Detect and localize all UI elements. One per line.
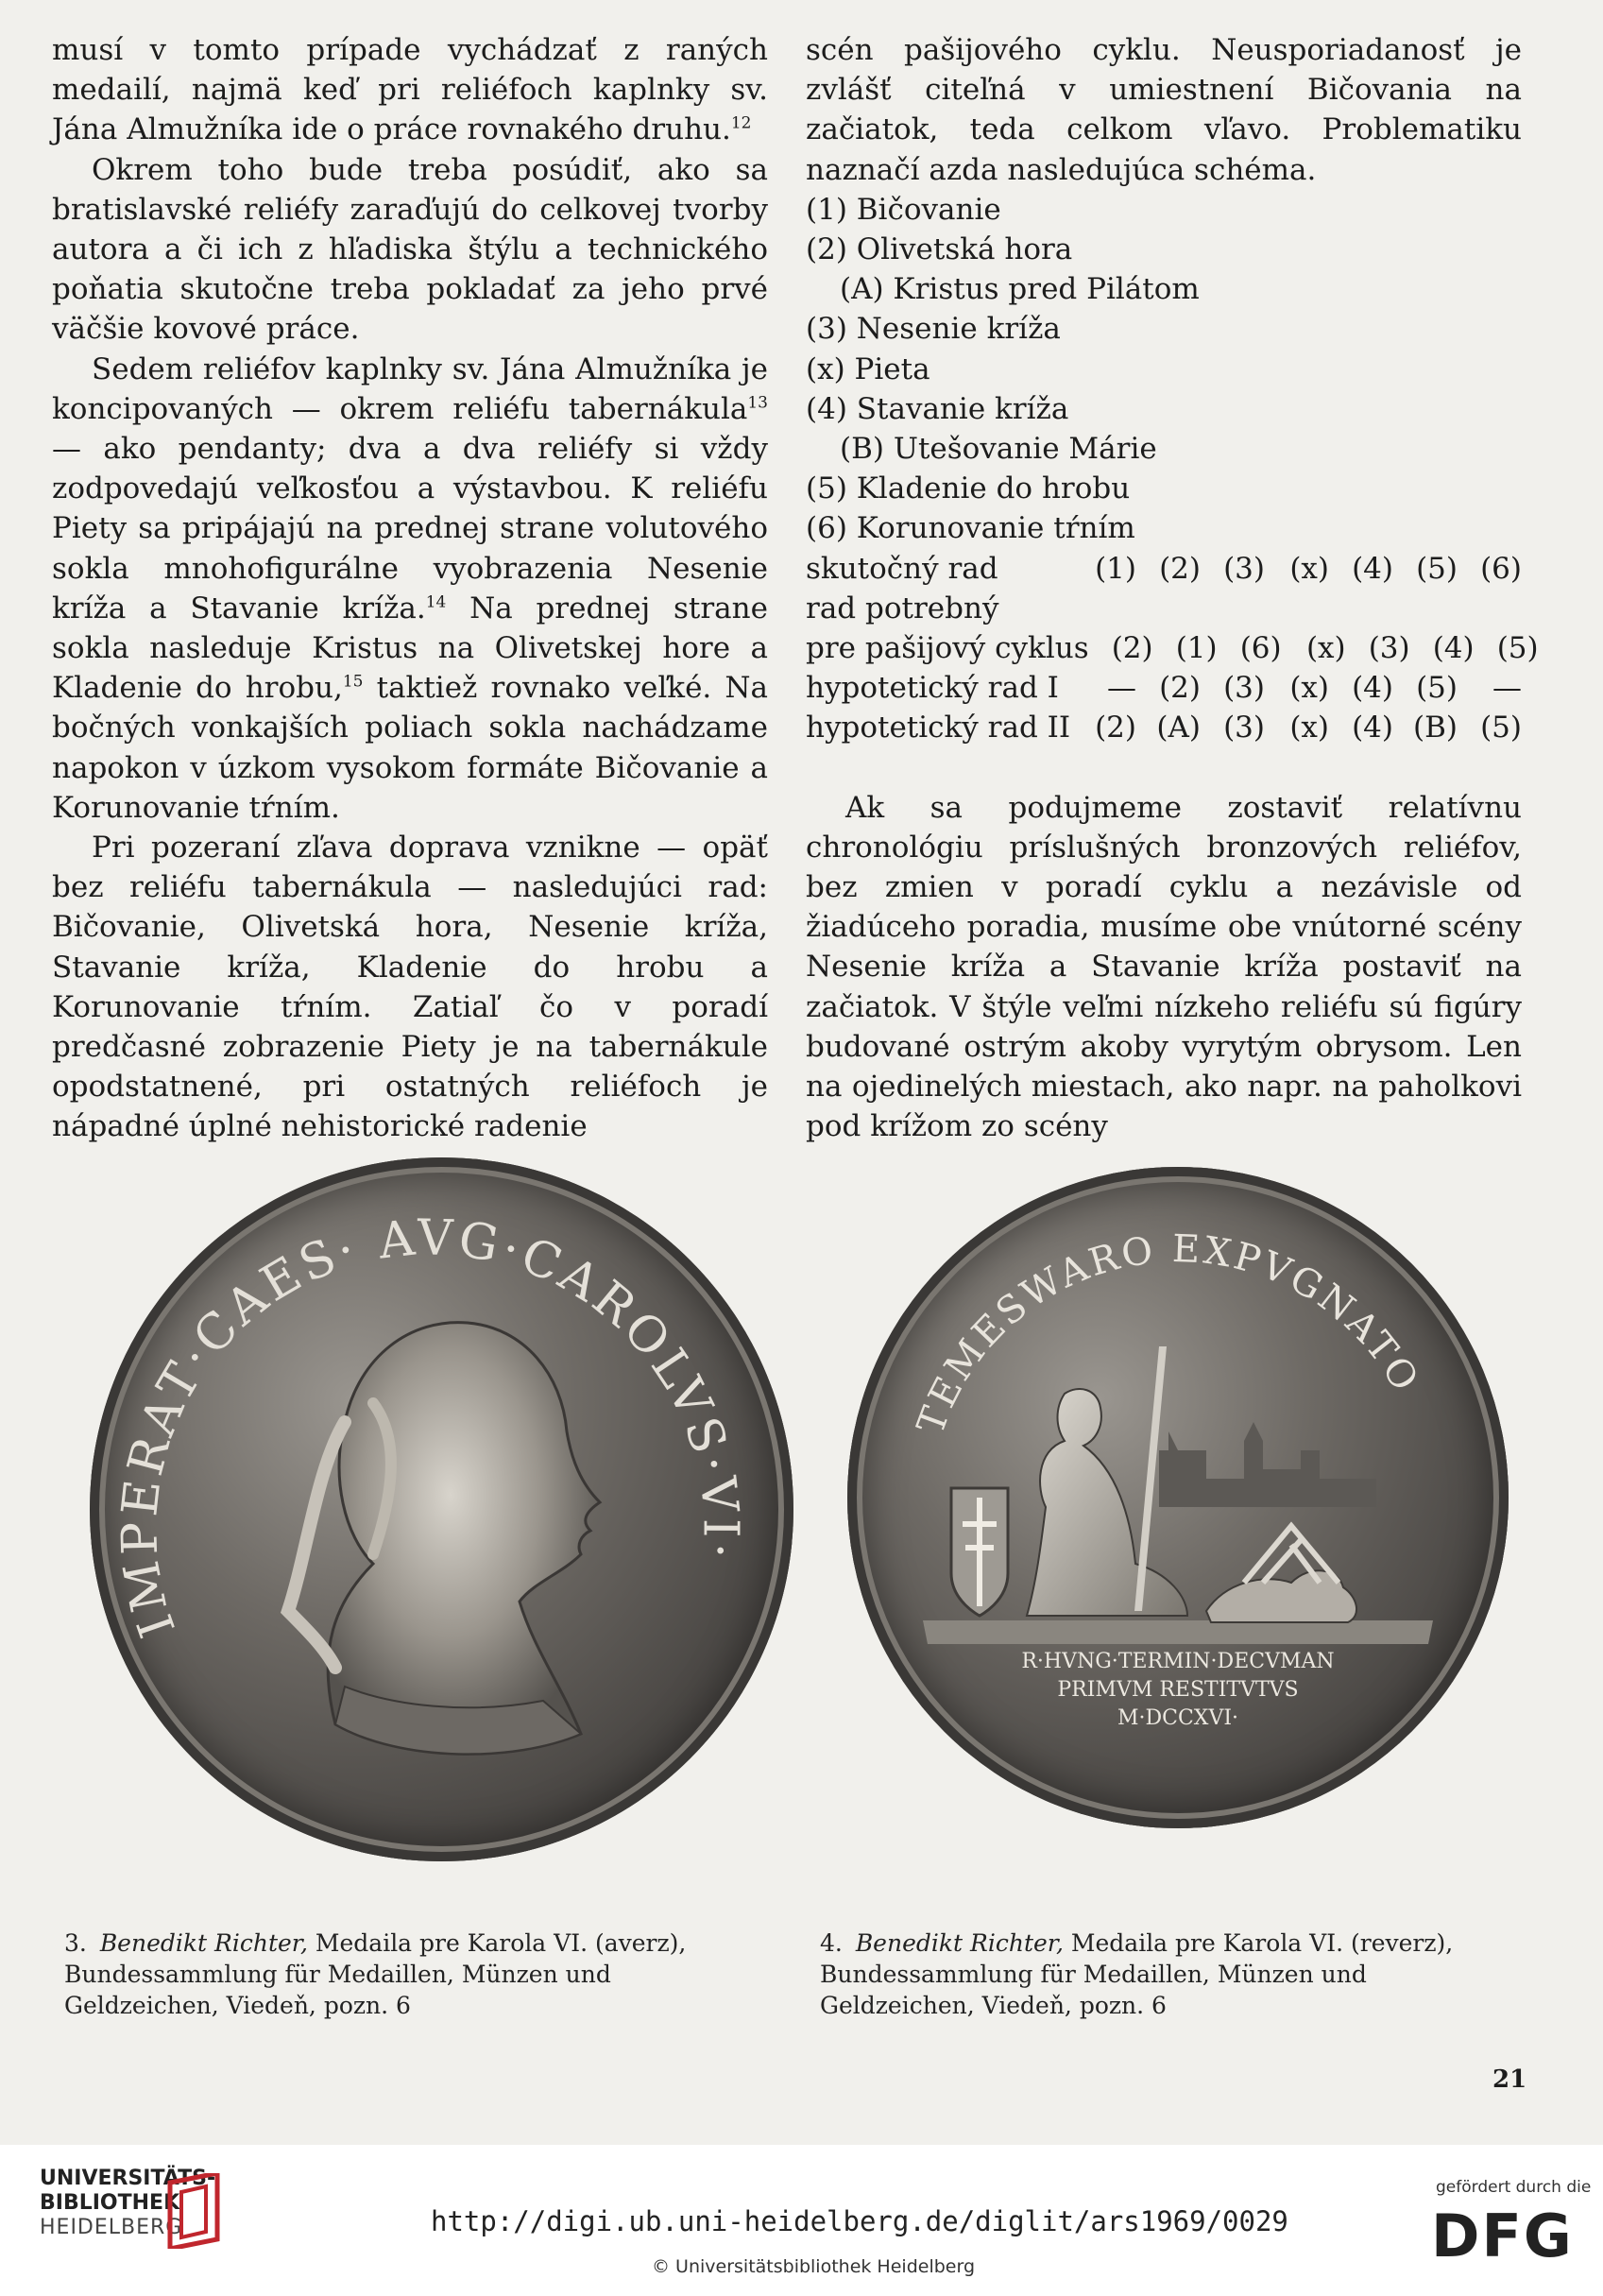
scheme-item: (4) Stavanie kríža: [806, 391, 1069, 426]
page-number: 21: [1492, 2065, 1527, 2094]
order-value: —: [1107, 671, 1136, 706]
order-value: (2): [1111, 631, 1153, 666]
order-row: [806, 628, 1539, 668]
ground-line-shape: [923, 1620, 1433, 1644]
scheme-item: (2) Olivetská hora: [806, 232, 1073, 267]
order-row-label: rad potrebný: [806, 591, 999, 625]
portrait-bust-shape: [328, 1323, 600, 1755]
scheme-item: (3) Nesenie kríža: [806, 312, 1061, 347]
order-row: [806, 708, 1522, 747]
order-value: (1): [1095, 551, 1136, 586]
order-value: (4): [1352, 551, 1393, 586]
scheme-item: (x) Pieta: [806, 351, 930, 386]
order-value: (2): [1159, 671, 1201, 706]
order-value: (x): [1289, 711, 1329, 745]
order-value: (2): [1159, 551, 1201, 586]
paragraph: Pri pozeraní zľava doprava vznikne — opäť bez reliéfu tabernákula — nasledujúci rad: Bičovanie, Olivetská hora, Nesenie kríža, Stavanie kríža, Kladenie do hrobu a Korunovanie tŕním. Zatiaľ čo v poradí predčasné zobrazenie Piety je na tabernákule opodstatnené, pri ostatných reliéfoch je nápadné úplné nehistorické radenie: [52, 831, 768, 1144]
scheme-item: (B) Utešovanie Márie: [840, 432, 1157, 467]
order-value: (3): [1223, 551, 1265, 586]
order-row-label: hypotetický rad I: [806, 671, 1059, 706]
scheme-item: (6) Korunovanie tŕním: [806, 511, 1135, 546]
order-value: (x): [1305, 631, 1346, 666]
order-value: (5): [1416, 551, 1458, 586]
scheme-item: (A) Kristus pred Pilátom: [840, 272, 1200, 307]
order-value: —: [1492, 671, 1522, 706]
order-value: (4): [1352, 711, 1393, 745]
paragraph: scén pašijového cyklu. Neusporiadanosť je zvlášť citeľná v umiestnení Bičovania na začiatok, teda celkom vľavo. Problematiku naznačí azda nasledujúca schéma.: [806, 33, 1522, 187]
order-value: (6): [1480, 551, 1522, 586]
library-logo-icon: [161, 2173, 227, 2249]
funding-note: gefördert durch die: [1436, 2178, 1592, 2197]
order-row: [806, 668, 1522, 708]
order-value: (5): [1416, 671, 1458, 706]
order-row: [806, 549, 1522, 589]
medal-obverse-svg: [90, 1157, 793, 1861]
city-skyline-shape: [1159, 1422, 1376, 1507]
order-value: (5): [1496, 631, 1539, 666]
order-value: (x): [1289, 671, 1329, 706]
order-value: (A): [1156, 711, 1201, 745]
exergue-line-3: M·DCCXVI·: [1117, 1706, 1239, 1730]
order-value: (B): [1413, 711, 1458, 745]
order-value: (5): [1480, 711, 1522, 745]
scheme-item: (5) Kladenie do hrobu: [806, 471, 1131, 506]
right-text-column: [806, 30, 1539, 1146]
figure-caption-3: 3. Benedikt Richter, Medaila pre Karola VI. (averz), Bundessammlung für Medaillen, Münzen und Geldzeichen, Viedeň, pozn. 6: [64, 1929, 687, 2019]
medal-reverse-inscription: TEMESWARO EXPVGNATO: [909, 1226, 1428, 1440]
dfg-logo[interactable]: DFG: [1431, 2202, 1574, 2270]
order-value: (1): [1175, 631, 1218, 666]
order-row-label: hypotetický rad II: [806, 711, 1071, 745]
order-table: [806, 549, 1539, 748]
medal-obverse-image: [90, 1157, 793, 1861]
exergue-line-1: R·HVNG·TERMIN·DECVMAN: [1021, 1650, 1335, 1673]
order-value: (6): [1239, 631, 1282, 666]
order-value: (2): [1095, 711, 1136, 745]
order-value: (4): [1352, 671, 1393, 706]
left-text-column: [52, 30, 768, 1147]
medal-reverse-svg: [847, 1167, 1509, 1828]
copyright-text: © Universitätsbibliothek Heidelberg: [652, 2256, 976, 2277]
exergue-line-2: PRIMVM RESTITVTVS: [1057, 1678, 1299, 1702]
order-value: (4): [1432, 631, 1475, 666]
order-value: (3): [1223, 711, 1265, 745]
medal-obverse-inscription: IMPERAT·CAES· AVG·CAROLVS·VI·: [111, 1209, 749, 1645]
paragraph: Sedem reliéfov kaplnky sv. Jána Almužníka je koncipovaných — okrem reliéfu tabernákula$^{13}$ — ako pendanty; dva a dva reliéfy si vždy zodpovedajú veľkosťou a výstavbou. K reliéfu Piety sa pripájajú na prednej strane volutového sokla mnohofigurálne vyobrazenia Nesenie kríža a Stavanie kríža.$^{14}$ Na prednej strane sokla nasleduje Kristus na Olivetskej hore a Kladenie do hrobu,$^{15}$ taktiež rovnako veľké. Na bočných vonkajších poliach sokla nachádzame napokon v úzkom vysokom formáte Bičovanie a Korunovanie tŕním.: [52, 351, 768, 825]
library-logo[interactable]: UNIVERSITÄTS- BIBLIOTHEK HEIDELBERG: [40, 2167, 216, 2239]
paragraph: Okrem toho bude treba posúdiť, ako sa bratislavské reliéfy zaraďujú do celkovej tvorby autora a či ich z hľadiska štýlu a technického poňatia skutočne treba pokladať za jeho prvé väčšie kovové práce.: [52, 152, 768, 347]
scheme-item: (1) Bičovanie: [806, 192, 1001, 227]
medal-reverse-image: [847, 1167, 1509, 1828]
order-row: [806, 589, 1522, 628]
order-value: (3): [1368, 631, 1410, 666]
scheme-list: [806, 190, 1522, 549]
document-url-link[interactable]: http://digi.ub.uni-heidelberg.de/diglit/ars1969/0029: [431, 2205, 1288, 2237]
order-value: (x): [1289, 551, 1329, 586]
order-row-label: pre pašijový cyklus: [806, 631, 1089, 666]
order-row-label: skutočný rad: [806, 551, 998, 586]
order-value: (3): [1223, 671, 1265, 706]
paragraph: musí v tomto prípade vychádzať z raných medailí, najmä keď pri reliéfoch kaplnky sv. Jána Almužníka ide o práce rovnakého druhu.$^{12}$: [52, 33, 768, 147]
figure-caption-4: 4. Benedikt Richter, Medaila pre Karola VI. (reverz), Bundessammlung für Medaillen, Münzen und Geldzeichen, Viedeň, pozn. 6: [820, 1929, 1454, 2019]
paragraph: Ak sa podujmeme zostaviť relatívnu chronológiu príslušných bronzových reliéfov, bez zmien v poradí cyklu a nezávisle od žiadúceho poradia, musíme obe vnútorné scény Nesenie kríža a Stavanie kríža postaviť na začiatok. V štýle veľmi nízkeho reliéfu sú figúry budované ostrým akoby vyrytým obrysom. Len na ojedinelých miestach, ako napr. na paholkovi pod krížom zo scény: [806, 790, 1522, 1144]
